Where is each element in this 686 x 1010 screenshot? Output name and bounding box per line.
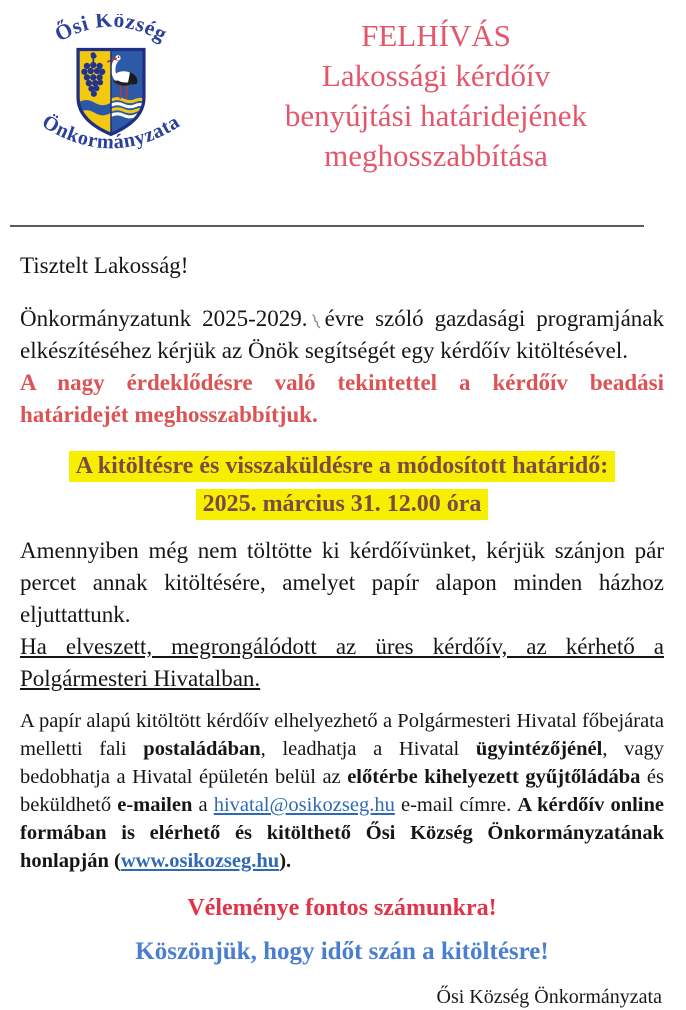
submission-text-5: a bbox=[192, 793, 214, 816]
salutation: Tisztelt Lakosság! bbox=[20, 252, 189, 278]
submission-online-bold: A kérdőív online formában is elérhető és kitölthető Ősi Község Önkormányzatának honlapján ( bbox=[20, 793, 665, 872]
paragraph-deadline-extension: A nagy érdeklődésre való tekintettel a kérdőív beadási határidejét meghosszabbítjuk. bbox=[20, 369, 664, 427]
footer-opinion-message: Véleménye fontos számunkra! bbox=[187, 895, 497, 922]
divider bbox=[10, 225, 644, 227]
title-line-2: Lakossági kérdőív bbox=[321, 58, 551, 93]
submission-closing-bold: ). bbox=[279, 849, 292, 872]
submission-collection-box-bold: előtérbe kihelyezett gyűjtőládába bbox=[347, 765, 641, 788]
paragraph-submission-options bbox=[20, 707, 664, 875]
paragraph-intro bbox=[20, 303, 664, 367]
submission-text-3: , vagy bedobhatja a Hivatal épületén belül az bbox=[20, 737, 664, 788]
page-title bbox=[200, 16, 672, 176]
handwritten-pen-mark-icon bbox=[310, 312, 323, 330]
submission-text-6: e-mail címre. bbox=[394, 793, 518, 816]
highlighted-deadline bbox=[20, 447, 664, 523]
paragraph-lost-questionnaire: Ha elveszett, megrongálódott az üres kérdőív, az kérhető a Polgármesteri Hivatalban. bbox=[20, 633, 664, 691]
submission-text-1: A papír alapú kitöltött kérdőív elhelyezhető a Polgármesteri Hivatal főbejárata melletti fali bbox=[20, 709, 664, 760]
highlighted-deadline-date: 2025. március 31. 12.00 óra bbox=[196, 489, 489, 520]
submission-text-2: , leadhatja a Hivatal bbox=[260, 737, 476, 760]
website-link[interactable]: www.osikozseg.hu bbox=[120, 849, 280, 872]
highlighted-deadline-line-1: A kitöltésre és visszaküldésre a módosított határidő: bbox=[69, 451, 615, 482]
email-link[interactable]: hivatal@osikozseg.hu bbox=[213, 793, 395, 816]
logo-arc-top-text: Ősi Község bbox=[50, 14, 172, 47]
paragraph-intro-after-mark: évre szóló gazdasági programjának elkészítéséhez kérjük az Önök segítségét egy kérdőív kitöltésével. bbox=[20, 305, 664, 363]
header bbox=[0, 10, 686, 197]
submission-email-bold: e-mailen bbox=[117, 793, 193, 816]
logo-arc-bottom-text: Önkormányzata bbox=[38, 110, 184, 154]
title-line-3: benyújtási határidejének bbox=[284, 98, 588, 133]
paragraph-intro-before-mark: Önkormányzatunk 2025-2029. bbox=[20, 305, 308, 331]
footer-thanks-message: Köszönjük, hogy időt szán a kitöltésre! bbox=[135, 938, 549, 966]
svg-text:Ősi Község bbox=[51, 14, 172, 46]
submission-clerk-bold: ügyintézőjénél bbox=[475, 737, 603, 760]
municipality-coat-of-arms bbox=[22, 14, 200, 166]
submission-text-4: és beküldhető bbox=[20, 765, 664, 816]
submission-mailbox-bold: postaládában bbox=[143, 737, 261, 760]
title-line-1: FELHÍVÁS bbox=[361, 18, 511, 53]
title-line-4: meghosszabbítása bbox=[324, 138, 548, 173]
signature: Ősi Község Önkormányzata bbox=[436, 986, 662, 1009]
paragraph-fill-request: Amennyiben még nem töltötte ki kérdőívünket, kérjük szánjon pár percet annak kitöltésére, amelyet papír alapon minden házhoz eljuttattunk. bbox=[20, 537, 664, 627]
coat-of-arms-icon bbox=[22, 14, 200, 166]
document-body bbox=[0, 253, 686, 1010]
